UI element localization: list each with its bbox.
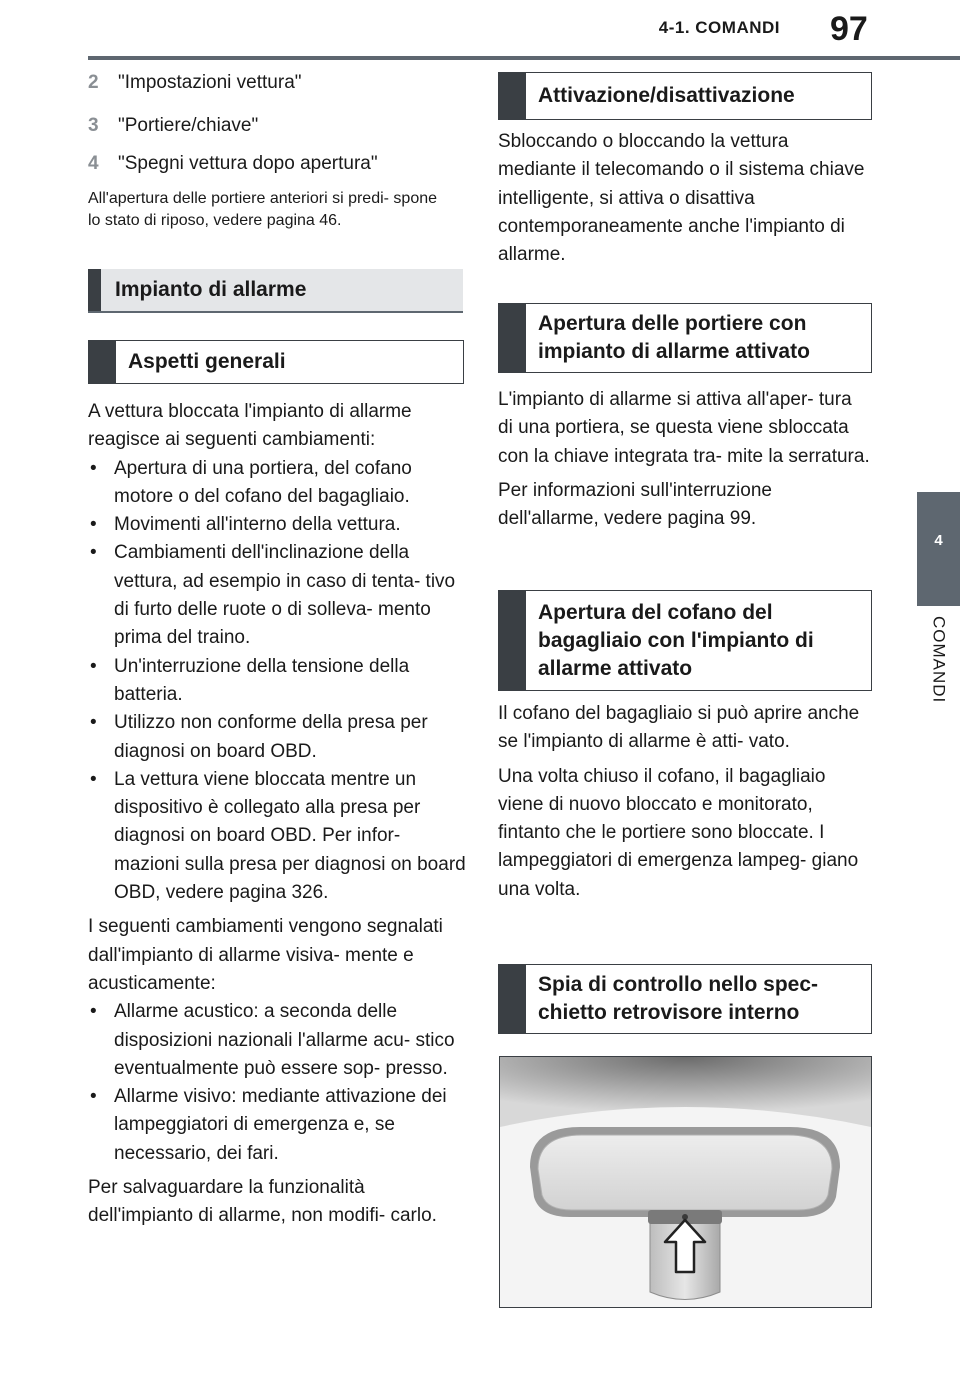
subheading-text: Spia di controllo nello spec- chietto retrovisore interno — [538, 973, 819, 1024]
step-text: "Spegni vettura dopo apertura" — [118, 153, 378, 174]
step-4 — [88, 151, 378, 177]
heading-impianto-di-allarme — [88, 269, 463, 313]
chapter-tab — [917, 492, 960, 606]
list-item: • Un'interruzione della tensione della batteria. — [90, 655, 410, 705]
paragraph-interruzione: Per informazioni sull'interruzione dell'allarme, vedere pagina 99. — [498, 479, 772, 530]
heading-text: Impianto di allarme — [115, 278, 307, 301]
right-body-portiere — [498, 386, 870, 533]
step-text: "Portiere/chiave" — [118, 115, 259, 136]
list-item: • La vettura viene bloccata mentre un dispositivo è collegato alla presa per diagnosi on board OBD. Per infor- mazioni sulla presa per diagnosi on board OBD, vedere pagina 326. — [90, 768, 466, 904]
step-text: "Impostazioni vettura" — [118, 72, 302, 93]
list-item: • Cambiamenti dell'inclinazione della vettura, ad esempio in caso di tenta- tivo di furto delle ruote o di solleva- mento prima del traino. — [90, 542, 456, 649]
subheading-text: Apertura del cofano del bagagliaio con l'impianto di allarme attivato — [538, 600, 814, 680]
subheading-text: Aspetti generali — [128, 350, 286, 373]
intro-paragraph: A vettura bloccata l'impianto di allarme reagisce ai seguenti cambiamenti: — [88, 401, 412, 451]
list-item: • Utilizzo non conforme della presa per diagnosi on board OBD. — [90, 712, 428, 762]
step-number: 4 — [88, 153, 99, 174]
list-item: • Allarme acustico: a seconda delle disposizioni nazionali l'allarme acu- stico eventualmente può essere sop- presso. — [90, 1001, 455, 1079]
paragraph-monitoraggio: Una volta chiuso il cofano, il bagagliaio viene di nuovo bloccato e monitorato, fintanto che le portiere sono bloccate. I lampeggiatori di emergenza lampeg- giano una volta. — [498, 765, 859, 900]
mirror-drawing — [500, 1057, 871, 1307]
left-body — [88, 398, 466, 1231]
subheading-text: Attivazione/disattivazione — [538, 84, 795, 107]
list-item: • Allarme visivo: mediante attivazione dei lampeggiatori di emergenza e, se necessario, dei fari. — [90, 1086, 447, 1164]
subheading-text: Apertura delle portiere con impianto di allarme attivato — [538, 312, 810, 363]
paragraph-cofano: Il cofano del bagagliaio si può aprire anche se l'impianto di allarme è atti- vato. — [498, 703, 860, 753]
step-2 — [88, 70, 302, 96]
subheading-spia-di-controllo — [498, 964, 872, 1034]
chapter-number: 4 — [934, 532, 943, 549]
closing-paragraph: Per salvaguardare la funzionalità dell'impianto di allarme, non modifi- carlo. — [88, 1177, 437, 1227]
paragraph-portiere: L'impianto di allarme si attiva all'aper- tura di una portiera, se questa viene sbloccata con la chiave integrata tra- mite la serratura. — [498, 389, 870, 467]
subheading-apertura-cofano — [498, 590, 872, 691]
right-body-cofano — [498, 700, 870, 904]
mirror-glass-shape — [538, 1135, 832, 1210]
step-3 — [88, 113, 258, 139]
subheading-attivazione — [498, 72, 872, 120]
subheading-aspetti-generali — [88, 340, 464, 384]
header-rule — [88, 56, 960, 60]
note-text: All'apertura delle portiere anteriori si predi- spone lo stato di riposo, vedere pagina 46. — [88, 190, 438, 229]
list-item: • Apertura di una portiera, del cofano motore o del cofano del bagagliaio. — [90, 457, 412, 507]
chapter-label: COMANDI — [929, 616, 949, 704]
page-number: 97 — [830, 10, 868, 48]
subheading-apertura-portiere — [498, 303, 872, 373]
step-number: 3 — [88, 115, 99, 136]
signal-intro-paragraph: I seguenti cambiamenti vengono segnalati dall'impianto di allarme visiva- mente e acusticamente: — [88, 916, 443, 994]
paragraph-attivazione: Sbloccando o bloccando la vettura mediante il telecomando o il sistema chiave intelligente, si attiva o disattiva contemporaneamente anche l'impianto di allarme. — [498, 131, 865, 266]
rearview-mirror-illustration — [499, 1056, 872, 1308]
step-number: 2 — [88, 72, 99, 93]
section-title: 4-1. COMANDI — [658, 18, 780, 37]
list-item: • Movimenti all'interno della vettura. — [90, 514, 401, 536]
